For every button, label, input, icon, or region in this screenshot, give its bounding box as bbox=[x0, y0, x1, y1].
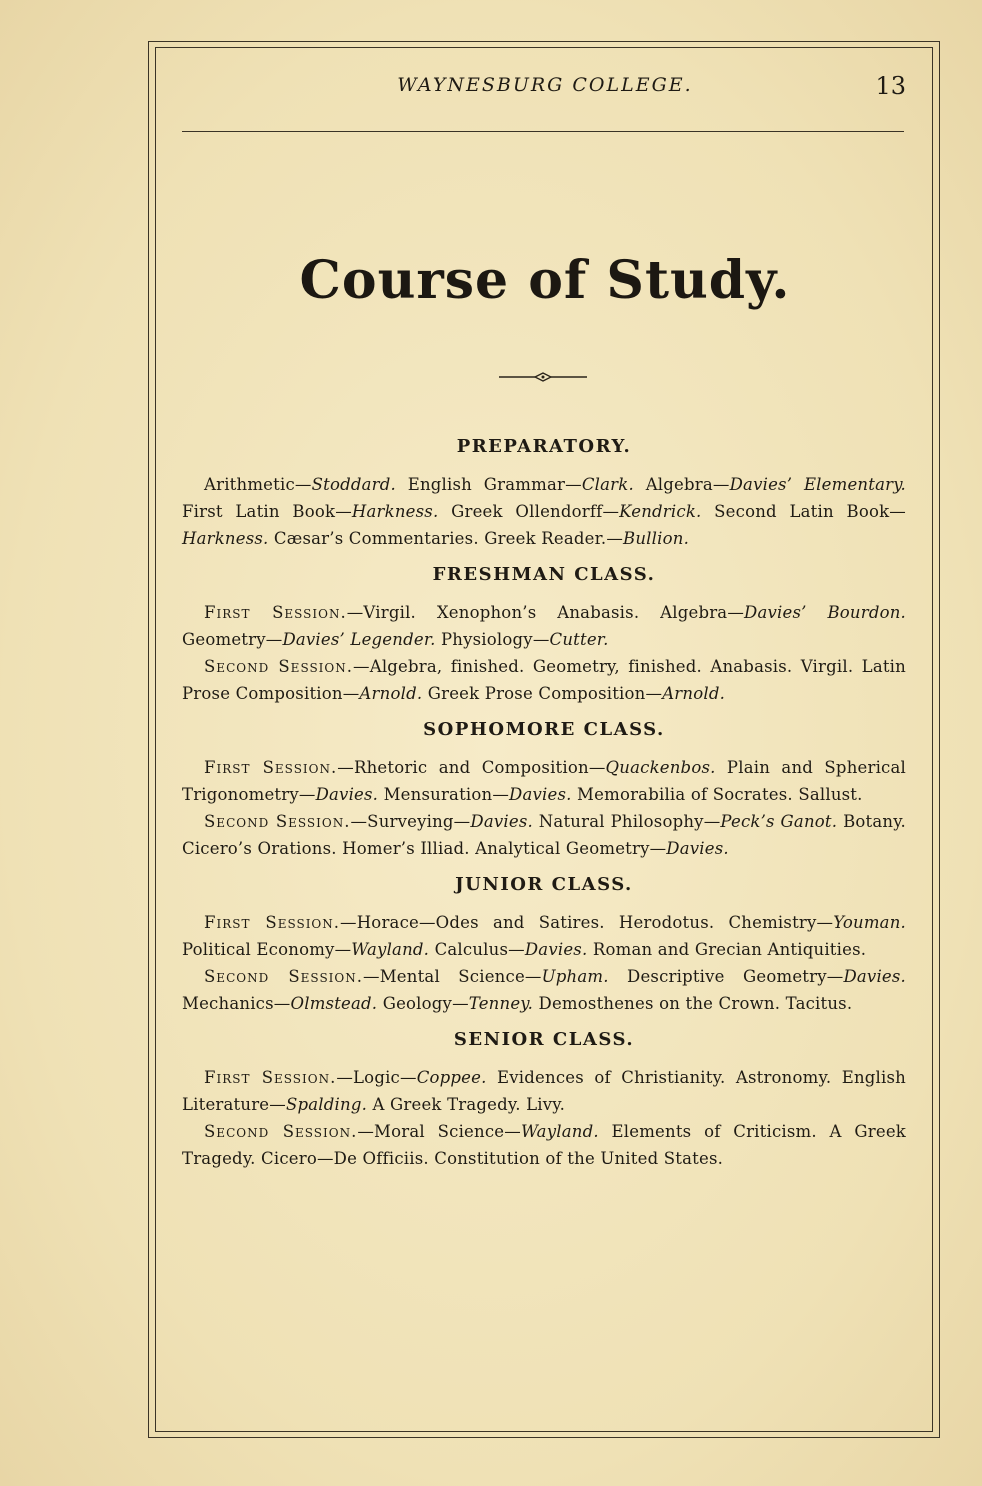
section-preparatory bbox=[182, 436, 906, 552]
first-session-paragraph: First Session.—Rhetoric and Composition—Quackenbos. Plain and Spherical Trigonometry—Davies. Mensuration—Davies. Memorabilia of Socrates. Sallust. bbox=[182, 758, 907, 804]
section-heading: JUNIOR CLASS. bbox=[455, 874, 633, 895]
course-content bbox=[182, 436, 906, 1184]
second-session-paragraph: Second Session.—Moral Science—Wayland. Elements of Criticism. A Greek Tragedy. Cicero—De Officiis. Constitution of the United States. bbox=[182, 1122, 906, 1168]
first-session-paragraph: First Session.—Horace—Odes and Satires. Herodotus. Chemistry—Youman. Political Economy—Wayland. Calculus—Davies. Roman and Grecian Antiquities. bbox=[182, 913, 906, 959]
section-heading: SENIOR CLASS. bbox=[453, 1029, 635, 1050]
section-senior bbox=[182, 1029, 906, 1172]
ornament-divider bbox=[497, 370, 589, 384]
section-freshman bbox=[182, 564, 906, 707]
header-rule bbox=[182, 131, 904, 132]
course-paragraph: Arithmetic—Stoddard. English Grammar—Clark. Algebra—Davies’ Elementary. First Latin Book—Harkness. Greek Ollendorff—Kendrick. Second Latin Book—Harkness. Cæsar’s Commentaries. Greek Reader.—Bullion. bbox=[182, 475, 906, 548]
page-header bbox=[182, 74, 908, 108]
running-title: WAYNESBURG COLLEGE. bbox=[397, 74, 693, 96]
section-heading: SOPHOMORE CLASS. bbox=[423, 719, 665, 740]
second-session-paragraph: Second Session.—Surveying—Davies. Natural Philosophy—Peck’s Ganot. Botany. Cicero’s Orations. Homer’s Illiad. Analytical Geometry—Davies. bbox=[182, 812, 907, 858]
section-sophomore bbox=[182, 719, 906, 862]
page-number: 13 bbox=[875, 72, 906, 100]
first-session-paragraph: First Session.—Virgil. Xenophon’s Anabasis. Algebra—Davies’ Bourdon. Geometry—Davies’ Legender. Physiology—Cutter. bbox=[182, 603, 906, 649]
section-junior bbox=[182, 874, 906, 1017]
section-heading: PREPARATORY. bbox=[456, 436, 632, 457]
page-title: Course of Study. bbox=[299, 250, 791, 311]
section-heading: FRESHMAN CLASS. bbox=[432, 564, 656, 585]
second-session-paragraph: Second Session.—Algebra, finished. Geometry, finished. Anabasis. Virgil. Latin Prose Composition—Arnold. Greek Prose Composition—Arnold. bbox=[182, 657, 906, 703]
second-session-paragraph: Second Session.—Mental Science—Upham. Descriptive Geometry—Davies. Mechanics—Olmstead. Geology—Tenney. Demosthenes on the Crown. Tacitus. bbox=[182, 967, 906, 1013]
first-session-paragraph: First Session.—Logic—Coppee. Evidences of Christianity. Astronomy. English Literature—Spalding. A Greek Tragedy. Livy. bbox=[182, 1068, 906, 1114]
